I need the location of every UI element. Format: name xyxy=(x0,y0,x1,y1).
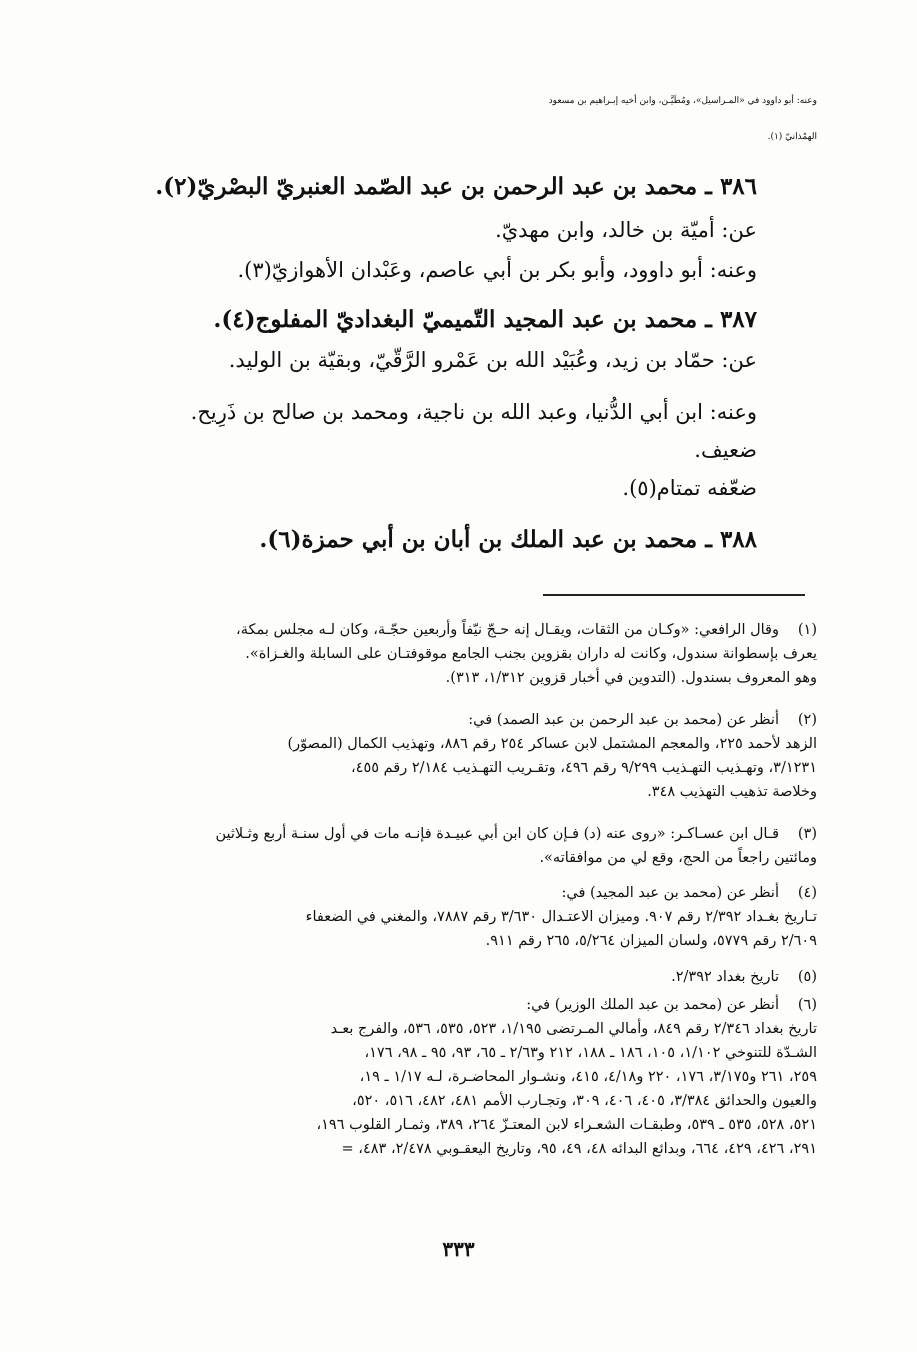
footnote-line: وقال الرافعي: «وكـان من الثقات، ويقـال إنه حـجّ نيّفاً وأربعين حجّـة، وكان لـه مجلس بمكة، xyxy=(236,622,779,638)
entry-heading-386: ٣٨٦ ـ محمد بن عبد الرحمن بن عبد الصّمد العنبريّ البصْريّ(٢). xyxy=(155,173,757,200)
footnote-1 xyxy=(92,618,817,690)
footnote-number: (٤) xyxy=(797,885,817,901)
footnote-4 xyxy=(92,881,817,953)
footnote-6 xyxy=(92,993,817,1161)
text-line: ضعيف. xyxy=(694,438,757,462)
footnote-line: ٢٥٩، ٢٦١ و٣/١٧٥، ١٧٦، ٢٢٠ و٤/١٨، ٤١٥، ونشـوار المحاضـرة، لـه ١/١٧ ـ ١٩، xyxy=(359,1069,817,1085)
text-line: وعنه: أبو داوود، وأبو بكر بن أبي عاصم، وعَبْدان الأهوازيّ(٣). xyxy=(237,258,757,282)
footnote-line: وهو المعروف بسندول. (التدوين في أخبار قزوين ١/٣١٢، ٣١٣). xyxy=(445,670,817,686)
footnote-line: أنظر عن (محمد بن عبد المجيد) في: xyxy=(561,885,779,901)
footnote-number: (٦) xyxy=(797,997,817,1013)
text-line: عن: حمّاد بن زيد، وعُبَيْد الله بن عَمْرو الرَّقّيّ، وبقيّة بن الوليد. xyxy=(228,348,757,372)
footnote-line: والعيون والحدائق ٣/٣٨٤، ٤٠٥، ٤٠٦، ٣٠٩، وتجـارب الأمم ٤٨١، ٤٨٢، ٥١٦، ٥٢٠، xyxy=(352,1093,817,1109)
footnote-5 xyxy=(92,965,817,989)
footnote-line: يعرف بإسطوانة سندول، وكانت له داران بقزوين بجنب الجامع موقوفتـان على السابلة والغـزاة». xyxy=(245,646,817,662)
text-line: عن: أميّة بن خالد، وابن مهديّ. xyxy=(495,218,757,242)
footnote-line: الزهد لأحمد ٢٢٥، والمعجم المشتمل لابن عساكر ٢٥٤ رقم ٨٨٦، وتهذيب الكمال (المصوّر) xyxy=(287,736,817,752)
footnote-2 xyxy=(92,708,817,804)
footnote-line: قـال ابن عسـاكـر: «روى عنه (د) فـإن كان ابن أبي عبيـدة فإنـه مات في أول سنـة أربع وثـلاثين xyxy=(215,826,779,842)
footnote-line: ٣/١٢٣١، وتهـذيب التهـذيب ٩/٢٩٩ رقم ٤٩٦، وتقـريب التهـذيب ٢/١٨٤ رقم ٤٥٥، xyxy=(350,760,817,776)
footnote-line: الشـدّة للتنوخي ١/١٠٢، ١٠٥، ١٨٦ ـ ١٨٨، ٢١٢ و٢/٦٣ ـ ٦٥، ٩٣، ٩٥ ـ ٩٨، ١٧٦، xyxy=(364,1045,817,1061)
footnote-line: أنظر عن (محمد بن عبد الملك الوزير) في: xyxy=(526,997,779,1013)
footnote-line: تـاريخ بغـداد ٢/٣٩٢ رقم ٩٠٧. وميزان الاعتـدال ٣/٦٣٠ رقم ٧٨٨٧، والمغني في الضعفاء xyxy=(305,909,817,925)
footnote-line: ومائتين راجعاً من الحج، وقع لي من موافقاته». xyxy=(539,850,817,866)
footnote-line: ٥٢١، ٥٢٨، ٥٣٥ ـ ٥٣٩، وطبقـات الشعـراء لابن المعتـزّ ٢٦٤، ٣٨٩، وثمـار القلوب ١٩٦، xyxy=(316,1117,817,1133)
footnote-number: (٢) xyxy=(797,712,817,728)
entry-heading-387: ٣٨٧ ـ محمد بن عبد المجيد التّميميّ البغداديّ المفلوج(٤). xyxy=(213,306,757,333)
footnote-number: (١) xyxy=(797,622,817,638)
text-line: الهمْذانيّ (١). xyxy=(767,132,817,142)
footnote-line: ٢٩١، ٤٢٦، ٤٢٩، ٦٦٤، وبدائع البدائه ٤٨، ٤٩، ٩٥، وتاريخ اليعقـوبي ٢/٤٧٨، ٤٨٣، = xyxy=(341,1141,817,1157)
footnote-line: تاريخ بغداد ٢/٣٤٦ رقم ٨٤٩، وأمالي المـرتضى ١/١٩٥، ٥٢٣، ٥٣٥، ٥٣٦، والفرج بعـد xyxy=(330,1021,817,1037)
footnote-line: ٢/٦٠٩ رقم ٥٧٧٩، ولسان الميزان ٥/٢٦٤، ٢٦٥ رقم ٩١١. xyxy=(485,933,817,949)
entry-heading-388: ٣٨٨ ـ محمد بن عبد الملك بن أبان بن أبي حمزة(٦). xyxy=(259,526,757,553)
text-line: وعنه: أبو داوود في «المـراسيل»، ومُطَيَّـن، وابن أخيه إبـراهيم بن مسعود xyxy=(548,96,817,106)
footnote-line: تاريخ بغداد ٢/٣٩٢. xyxy=(671,969,779,985)
page-number: ٣٣٣ xyxy=(442,1237,475,1261)
footnote-line: أنظر عن (محمد بن عبد الرحمن بن عبد الصمد) في: xyxy=(468,712,779,728)
footnote-line: وخلاصة تذهيب التهذيب ٣٤٨. xyxy=(647,784,817,800)
footnote-separator xyxy=(543,594,805,596)
text-line: ضعّفه تمتام(٥). xyxy=(622,476,757,500)
text-line: وعنه: ابن أبي الدُّنيا، وعبد الله بن ناجية، ومحمد بن صالح بن ذَرِيح. xyxy=(190,400,757,424)
footnote-number: (٣) xyxy=(797,826,817,842)
footnote-number: (٥) xyxy=(797,969,817,985)
footnote-3 xyxy=(92,822,817,870)
